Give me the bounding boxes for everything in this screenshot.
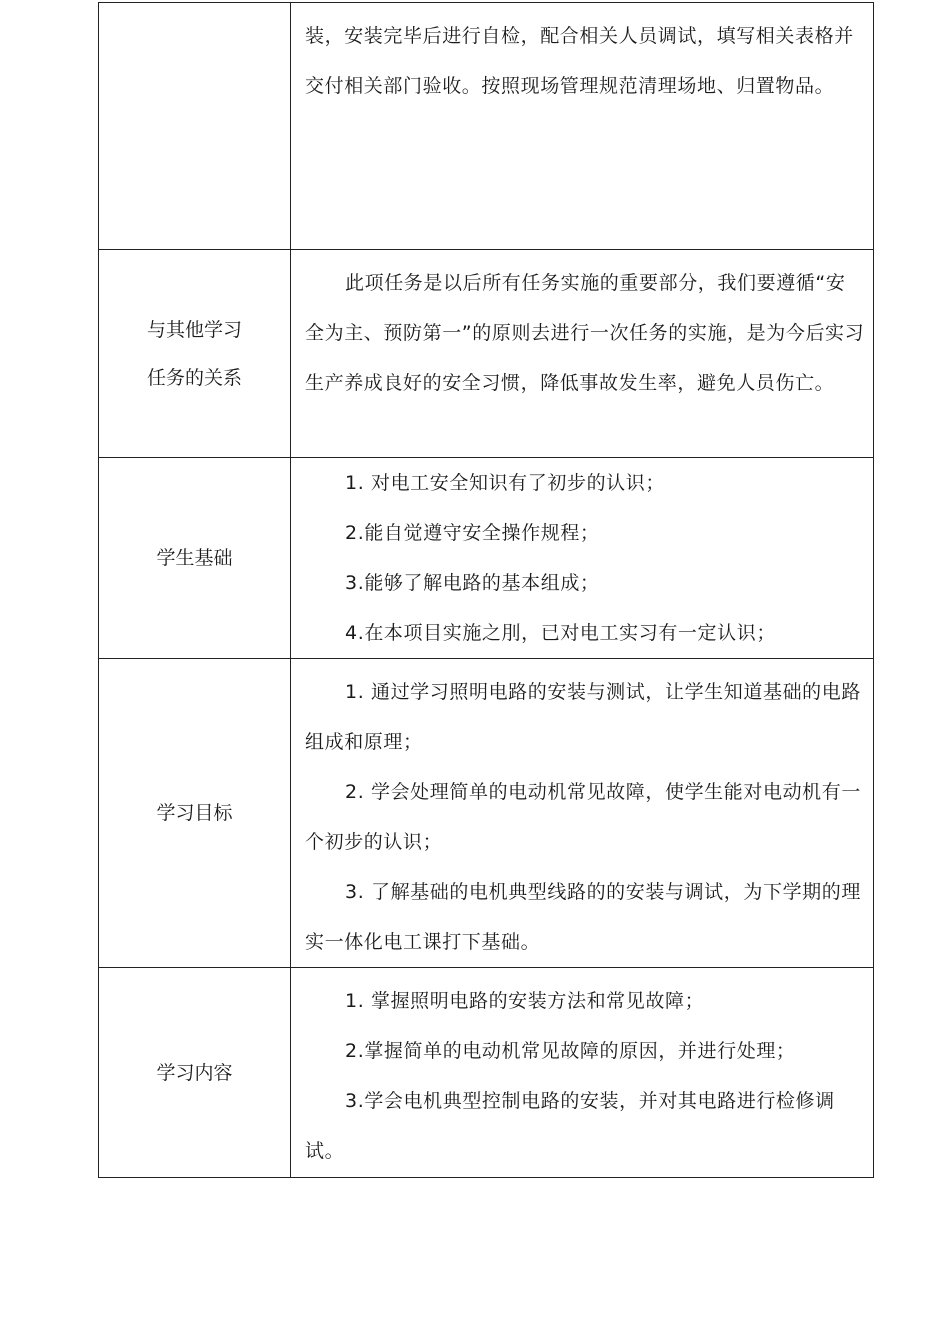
- content-paragraph: 2.掌握简单的电动机常见故障的原因，并进行处理；: [345, 1040, 796, 1062]
- content-paragraph: 1. 掌握照明电路的安装方法和常见故障；: [345, 990, 705, 1012]
- row-content: [291, 3, 874, 250]
- row-content: [291, 968, 874, 1178]
- table-row-learning-goals: [99, 659, 874, 968]
- row-content: [291, 659, 874, 968]
- content-paragraph: 3.能够了解电路的基本组成；: [345, 572, 600, 594]
- table-row-relationship: [99, 250, 874, 458]
- content-paragraph: 此项任务是以后所有任务实施的重要部分，我们要遵循“安全为主、预防第一”的原则去进行一次任务的实施，是为今后实习生产养成良好的安全习惯，降低事故发生率，避免人员伤亡。: [305, 272, 865, 394]
- row-label-line: 学习内容: [156, 1061, 233, 1084]
- row-label-line: 学生基础: [156, 547, 233, 569]
- content-paragraph: 1. 对电工安全知识有了初步的认识；: [345, 472, 665, 494]
- row-label: [99, 968, 291, 1178]
- row-label: [99, 659, 291, 968]
- content-paragraph: 2. 学会处理简单的电动机常见故障，使学生能对电动机有一个初步的认识；: [305, 781, 861, 853]
- content-paragraph: 2.能自觉遵守安全操作规程；: [345, 522, 600, 544]
- lesson-plan-table: [98, 2, 874, 1178]
- content-paragraph: 装，安装完毕后进行自检，配合相关人员调试，填写相关表格并交付相关部门验收。按照现场管理规范清理场地、归置物品。: [305, 25, 854, 97]
- row-label-empty: [99, 3, 291, 250]
- row-content: [291, 250, 874, 458]
- content-paragraph: 4.在本项目实施之刖，已对电工实习有一定认识；: [345, 622, 776, 644]
- table-row-continuation: [99, 3, 874, 250]
- content-paragraph: 3. 了解基础的电机典型线路的的安装与调试，为下学期的理实一体化电工课打下基础。: [305, 881, 861, 953]
- row-label-line: 任务的关系: [146, 366, 242, 389]
- table-row-student-basis: [99, 458, 874, 659]
- row-label: [99, 458, 291, 659]
- table-row-learning-content: [99, 968, 874, 1178]
- content-paragraph: 3.学会电机典型控制电路的安装，并对其电路进行检修调试。: [305, 1090, 835, 1162]
- content-paragraph: 1. 通过学习照明电路的安装与测试，让学生知道基础的电路组成和原理；: [305, 681, 861, 753]
- row-label-line: 与其他学习: [146, 318, 242, 341]
- row-label: [99, 250, 291, 458]
- row-content: [291, 458, 874, 659]
- row-label-line: 学习目标: [156, 802, 233, 824]
